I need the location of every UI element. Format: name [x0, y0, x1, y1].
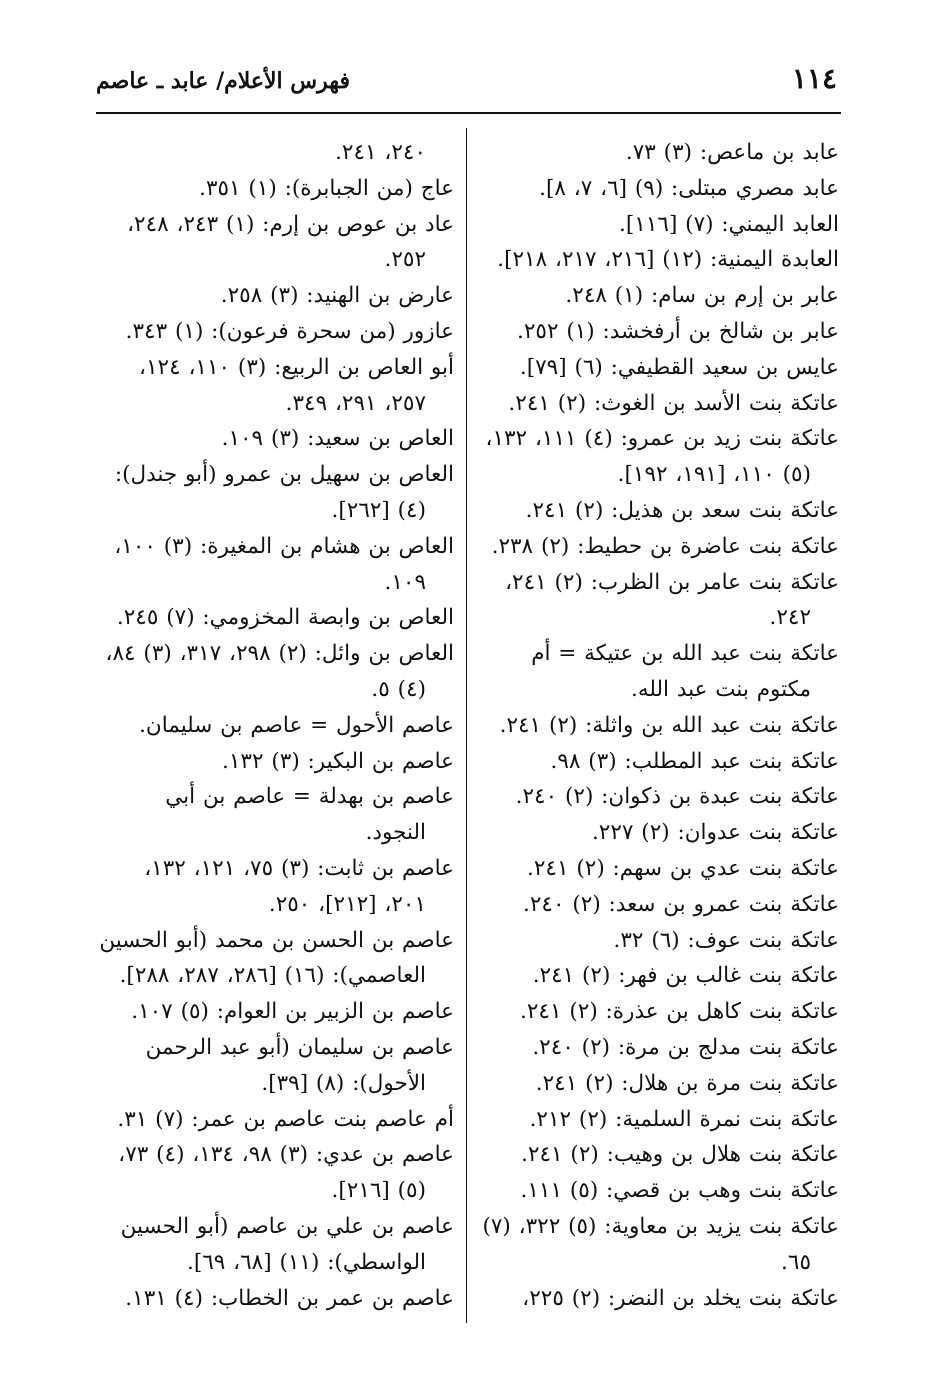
index-entry: عاتكة بنت الأسد بن الغوث: (٢) ٢٤١. [508, 390, 839, 416]
index-entry: عاتكة بنت عبد الله بن عتيكة = أم مكتوم بنت عبد الله. [531, 641, 839, 702]
index-entry: عابر بن إرم بن سام: (١) ٢٤٨. [565, 283, 839, 309]
index-entry: عاتكة بنت يزيد بن معاوية: (٥) ٣٢٢، (٧) ٦٥. [482, 1213, 839, 1275]
index-entry: عاصم الأحول = عاصم بن سليمان. [139, 712, 454, 738]
header-rule [96, 112, 841, 114]
index-entry: عاتكة بنت عبد المطلب: (٣) ٩٨. [550, 748, 839, 774]
index-column-right [478, 135, 839, 1316]
index-entry: عاتكة بنت مرة بن هلال: (٢) ٢٤١. [535, 1070, 839, 1096]
index-entry: العاص بن سعيد: (٣) ١٠٩. [221, 426, 454, 452]
index-entry: عاصم بن الزبير بن العوام: (٥) ١٠٧. [131, 999, 454, 1025]
index-entry: العاص بن سهيل بن عمرو (أبو جندل): (٤) [٢٦٢]. [114, 462, 454, 523]
index-entry: عاصم بن البكير: (٣) ١٣٢. [222, 748, 454, 774]
entry-continuation: ٢٤٠، ٢٤١. [335, 140, 426, 165]
index-entry: عابد مصري مبتلى: (٩) [٦، ٧، ٨]. [539, 175, 839, 201]
index-entry: عاتكة بنت عبدة بن ذكوان: (٢) ٢٤٠. [515, 784, 839, 810]
index-entry: عاتكة بنت يخلد بن النضر: (٢) ٢٢٥، [522, 1285, 839, 1311]
index-entry: عاصم بن ثابت: (٣) ٧٥، ١٢١، ١٣٢، ٢٠١، [٢١٢]، ٢٥٠. [144, 855, 454, 917]
index-entry: عاتكة بنت هلال بن وهيب: (٢) ٢٤١. [521, 1142, 839, 1168]
index-entry: عاتكة بنت سعد بن هذيل: (٢) ٢٤١. [525, 497, 839, 523]
index-entry: عاتكة بنت وهب بن قصي: (٥) ١١١. [520, 1178, 839, 1204]
index-entry: عاتكة بنت عدي بن سهم: (٢) ٢٤١. [527, 855, 839, 881]
index-entry: عاتكة بنت عبد الله بن واثلة: (٢) ٢٤١. [499, 712, 839, 738]
index-entry: عاصم بن عدي: (٣) ٩٨، ١٣٤، (٤) ٧٣، (٥) [٢١٦]. [118, 1142, 454, 1204]
index-entry: عاتكة بنت نمرة السلمية: (٢) ٢١٢. [529, 1106, 839, 1132]
page-number: ١١٤ [791, 62, 837, 95]
index-entry: عاصم بن الحسن بن محمد (أبو الحسين العاصمي): (١٦) [٢٨٦، ٢٨٧، ٢٨٨]. [99, 927, 454, 989]
index-entry: أم عاصم بنت عاصم بن عمر: (٧) ٣١. [117, 1106, 454, 1132]
index-entry: العاص بن وائل: (٢) ٢٩٨، ٣١٧، (٣) ٨٤، (٤) ٥. [105, 641, 454, 702]
index-entry: عاتكة بنت عدوان: (٢) ٢٢٧. [591, 820, 839, 846]
index-entry: عاصم بن بهدلة = عاصم بن أبي النجود. [165, 784, 454, 846]
index-entry: العاص بن وابصة المخزومي: (٧) ٢٤٥. [116, 605, 454, 631]
index-entry: عاتكة بنت عامر بن الظرب: (٢) ٢٤١، ٢٤٢. [505, 569, 839, 631]
index-entry: عاتكة بنت مدلج بن مرة: (٢) ٢٤٠. [532, 1034, 839, 1060]
index-entry: عاج (من الجبابرة): (١) ٣٥١. [199, 175, 454, 201]
page-header [96, 58, 837, 110]
index-entry: عاصم بن سليمان (أبو عبد الرحمن الأحول): (٨) [٣٩]. [145, 1034, 454, 1096]
index-column-left [98, 135, 454, 1316]
index-entry: العابد اليمني: (٧) [١١٦]. [619, 211, 839, 237]
index-entry: عاد بن عوص بن إرم: (١) ٢٤٣، ٢٤٨، ٢٥٢. [127, 211, 454, 273]
index-entry: أبو العاص بن الربيع: (٣) ١١٠، ١٢٤، ٢٥٧، ٢٩١، ٣٤٩. [139, 354, 454, 416]
index-entry: عاصم بن علي بن عاصم (أبو الحسين الواسطي): (١١) [٦٨، ٦٩]. [120, 1213, 454, 1275]
index-entry: عاتكة بنت عوف: (٦) ٣٢. [613, 927, 839, 953]
index-entry: عاتكة بنت زيد بن عمرو: (٤) ١١١، ١٣٢، (٥) ١١٠، [١٩١، ١٩٢]. [485, 426, 839, 488]
running-title: فهرس الأعلام/ عابد ـ عاصم [96, 68, 350, 94]
index-entry: العاص بن هشام بن المغيرة: (٣) ١٠٠، ١٠٩. [114, 533, 454, 595]
index-entry: عايس بن سعيد القطيفي: (٦) [٧٩]. [519, 354, 839, 380]
index-entry: عاتكة بنت عمرو بن سعد: (٢) ٢٤٠. [523, 891, 839, 917]
index-entry: عاصم بن عمر بن الخطاب: (٤) ١٣١. [125, 1285, 454, 1311]
index-entry: عابر بن شالخ بن أرفخشد: (١) ٢٥٢. [517, 318, 839, 344]
index-entry: عابد بن ماعص: (٣) ٧٣. [625, 140, 839, 165]
index-entry: عاتكة بنت كاهل بن عذرة: (٢) ٢٤١. [520, 999, 839, 1025]
index-entry: عاتكة بنت عاضرة بن حطيط: (٢) ٢٣٨. [491, 533, 839, 559]
index-entry: عاتكة بنت غالب بن فهر: (٢) ٢٤١. [532, 963, 839, 989]
index-entry: العابدة اليمنية: (١٢) [٢١٦، ٢١٧، ٢١٨]. [497, 247, 839, 273]
index-entry: عازور (من سحرة فرعون): (١) ٣٤٣. [125, 318, 454, 344]
index-entry: عارض بن الهنيد: (٣) ٢٥٨. [220, 283, 454, 309]
column-divider [466, 128, 467, 1323]
